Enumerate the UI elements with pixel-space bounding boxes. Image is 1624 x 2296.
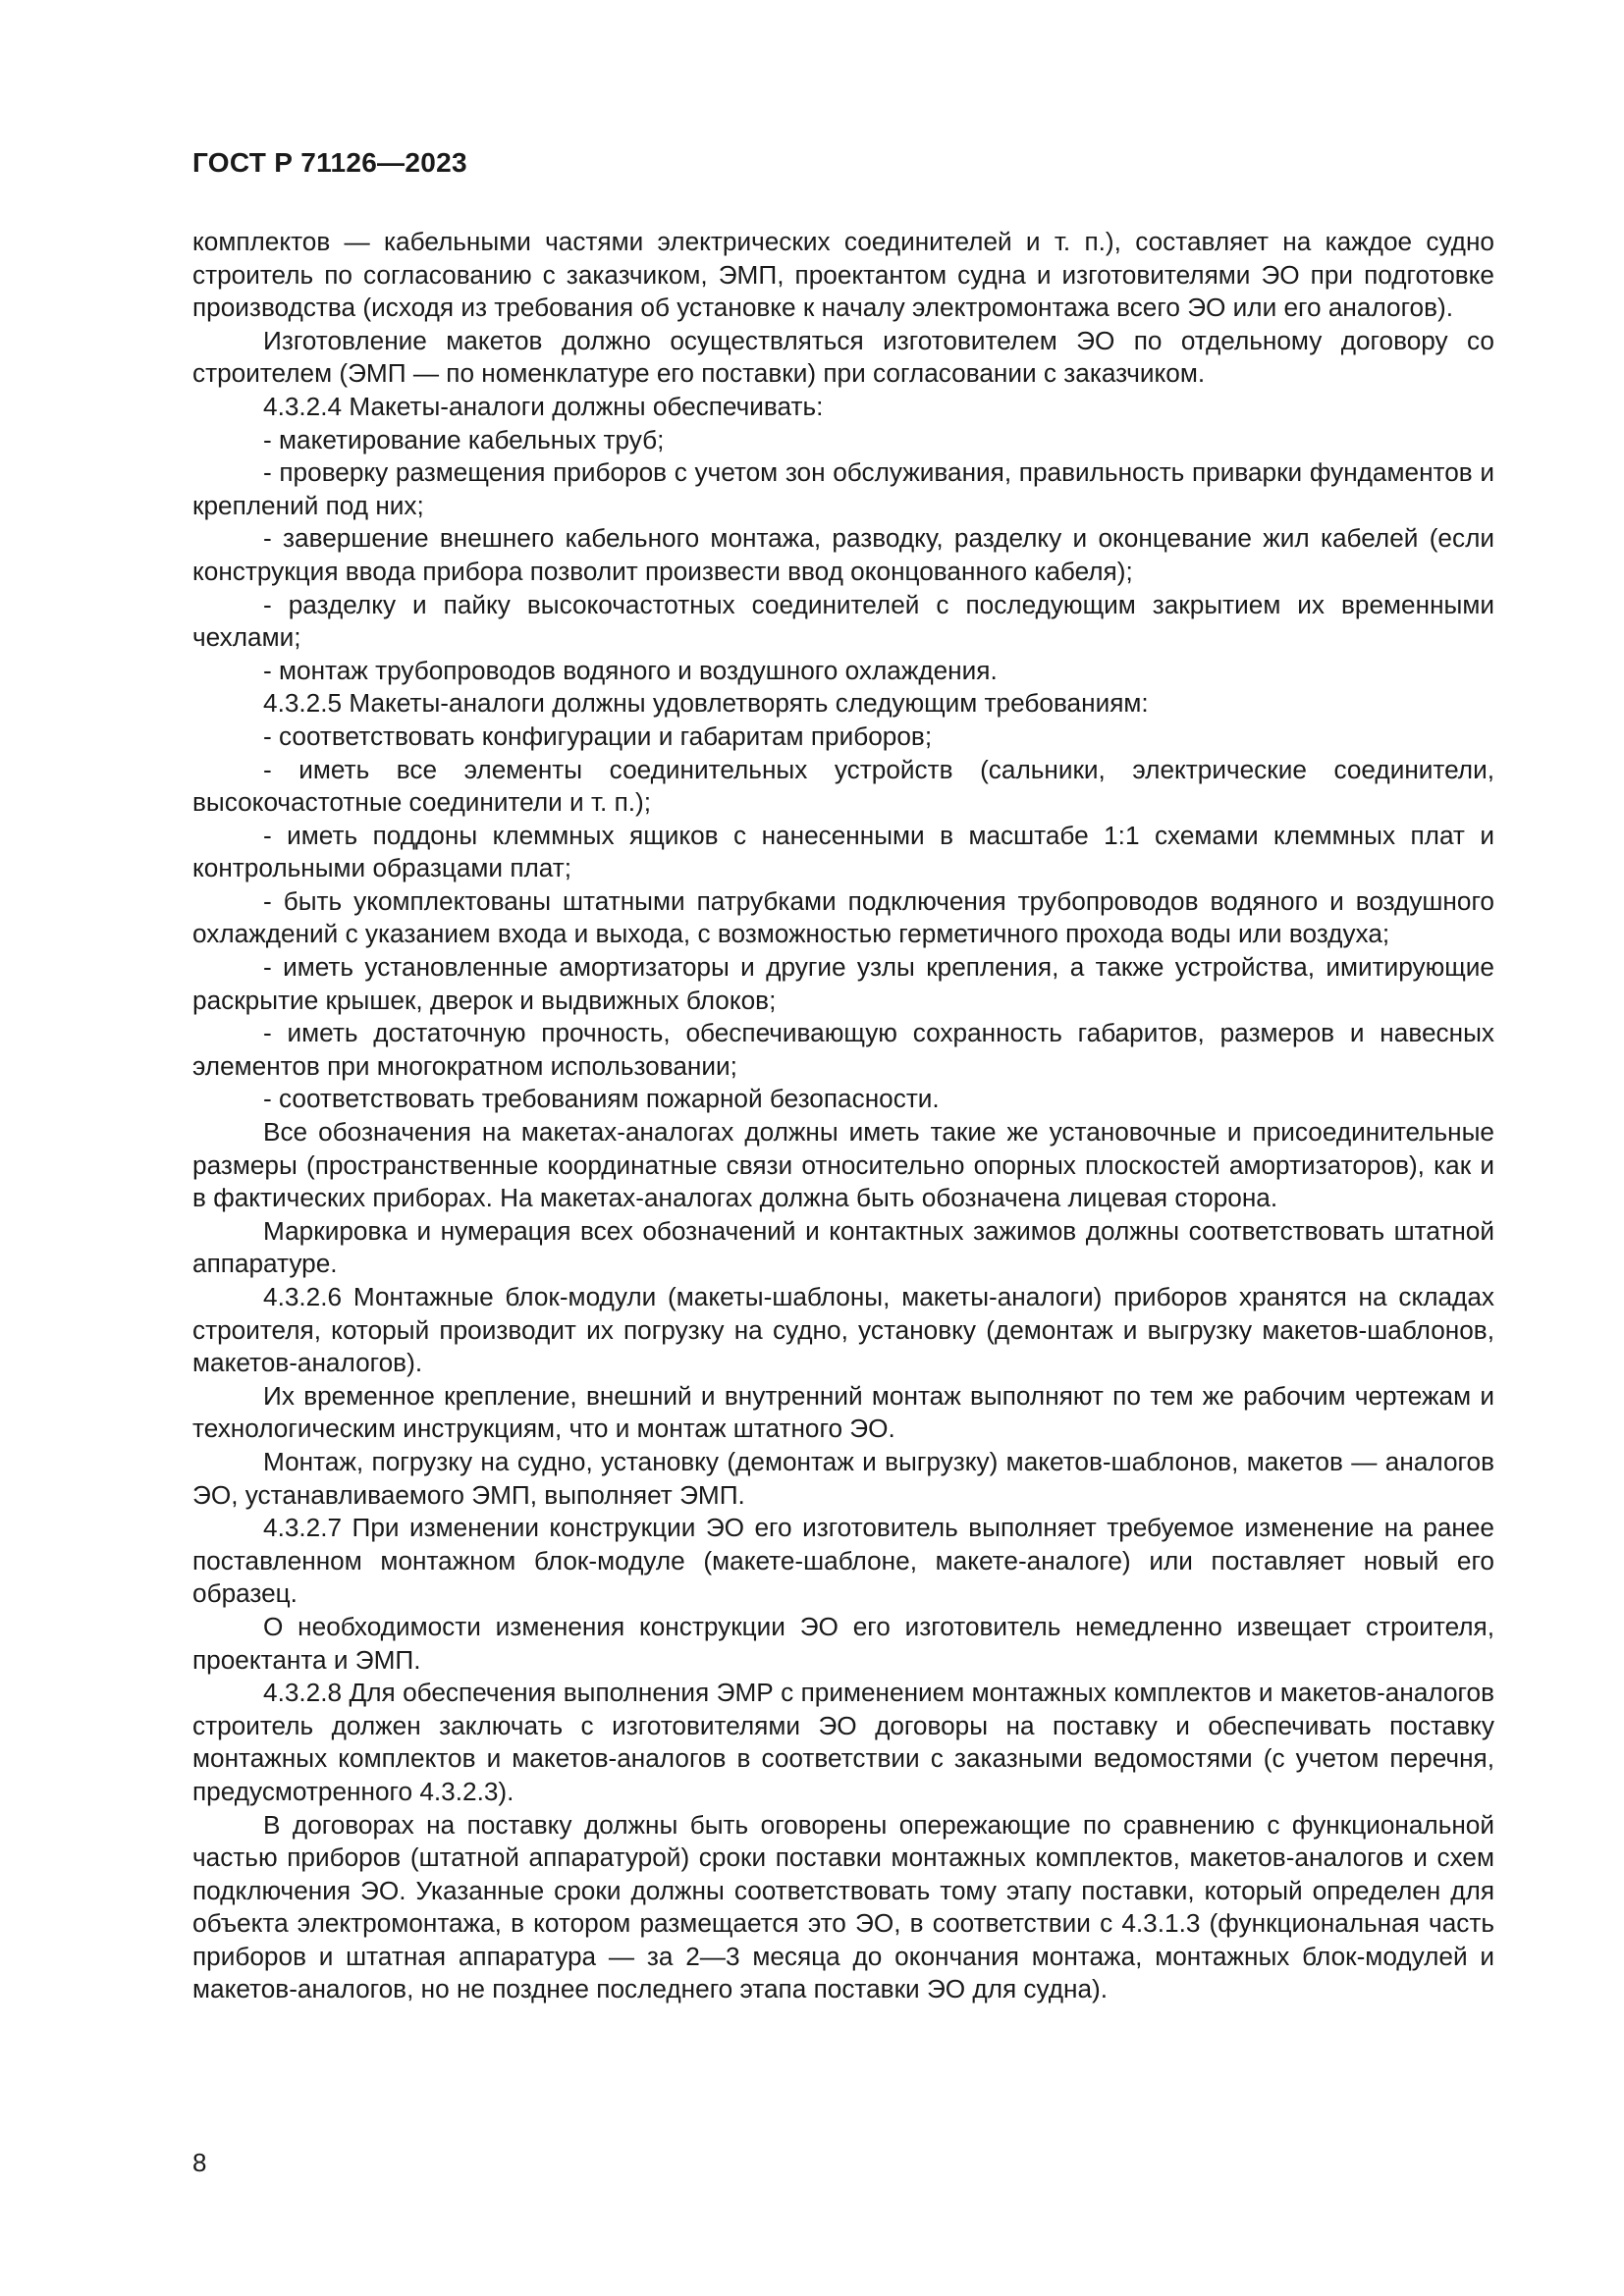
document-code-header: ГОСТ Р 71126—2023: [192, 147, 467, 178]
list-item: - иметь все элементы соединительных устройств (сальники, электрические соединители, высокочастотные соединители и т. п.);: [192, 754, 1494, 818]
paragraph: 4.3.2.7 При изменении конструкции ЭО его изготовитель выполняет требуемое изменение на ранее поставленном монтажном блок-модуле (макете-шаблоне, макете-аналоге) или поставляет новый его образец.: [192, 1513, 1494, 1609]
list-item: - иметь установленные амортизаторы и другие узлы крепления, а также устройства, имитирующие раскрытие крышек, дверок и выдвижных блоков;: [192, 952, 1494, 1015]
paragraph: 4.3.2.6 Монтажные блок-модули (макеты-шаблоны, макеты-аналоги) приборов хранятся на складах строителя, который производит их погрузку на судно, установку (демонтаж и выгрузку макетов-шаблонов, макетов-аналогов).: [192, 1282, 1494, 1378]
paragraph: В договорах на поставку должны быть оговорены опережающие по сравнению с функциональной частью приборов (штатной аппаратурой) сроки поставки монтажных комплектов, макетов-аналогов и схем подключения ЭО. Указанные сроки должны соответствовать тому этапу поставки, который определен для объекта электромонтажа, в котором размещается это ЭО, в соответствии с 4.3.1.3 (функциональная часть приборов и штатная аппаратура — за 2—3 месяца до окончания монтажа, монтажных блок-модулей и макетов-аналогов, но не позднее последнего этапа поставки ЭО для судна).: [192, 1809, 1494, 2004]
paragraph: О необходимости изменения конструкции ЭО его изготовитель немедленно извещает строителя, проектанта и ЭМП.: [192, 1611, 1494, 1675]
list-item: - макетирование кабельных труб;: [263, 424, 665, 454]
list-item: - монтаж трубопроводов водяного и воздушного охлаждения.: [263, 655, 998, 685]
paragraph: Изготовление макетов должно осуществляться изготовителем ЭО по отдельному договору со строителем (ЭМП — по номенклатуре его поставки) при согласовании с заказчиком.: [192, 325, 1494, 389]
list-item: - соответствовать требованиям пожарной безопасности.: [263, 1084, 940, 1114]
paragraph: Маркировка и нумерация всех обозначений и контактных зажимов должны соответствовать штатной аппаратуре.: [192, 1215, 1494, 1279]
list-item: - иметь достаточную прочность, обеспечивающую сохранность габаритов, размеров и навесных элементов при многократном использовании;: [192, 1018, 1494, 1081]
list-item: - быть укомплектованы штатными патрубками подключения трубопроводов водяного и воздушного охлаждений с указанием входа и выхода, с возможностью герметичного прохода воды или воздуха;: [192, 885, 1494, 949]
list-item: - соответствовать конфигурации и габаритам приборов;: [263, 721, 933, 751]
list-item: - завершение внешнего кабельного монтажа, разводку, разделку и оконцевание жил кабелей (если конструкция ввода прибора позволит произвести ввод оконцованного кабеля);: [192, 523, 1494, 586]
paragraph: 4.3.2.8 Для обеспечения выполнения ЭМР с применением монтажных комплектов и макетов-аналогов строитель должен заключать с изготовителями ЭО договоры на поставку и обеспечивать поставку монтажных комплектов и макетов-аналогов в соответствии с заказными ведомостями (с учетом перечня, предусмотренного 4.3.2.3).: [192, 1678, 1494, 1806]
page-number: 8: [192, 2148, 207, 2177]
list-item: - разделку и пайку высокочастотных соединителей с последующим закрытием их временными чехлами;: [192, 589, 1494, 653]
list-item: - иметь поддоны клеммных ящиков с нанесенными в масштабе 1:1 схемами клеммных плат и контрольными образцами плат;: [192, 820, 1494, 883]
document-body: [192, 226, 1494, 2006]
list-item: - проверку размещения приборов с учетом зон обслуживания, правильность приварки фундаментов и креплений под них;: [192, 457, 1494, 520]
paragraph: Их временное крепление, внешний и внутренний монтаж выполняют по тем же рабочим чертежам и технологическим инструкциям, что и монтаж штатного ЭО.: [192, 1380, 1494, 1444]
paragraph: 4.3.2.5 Макеты-аналоги должны удовлетворять следующим требованиям:: [263, 688, 1149, 719]
paragraph: Монтаж, погрузку на судно, установку (демонтаж и выгрузку) макетов-шаблонов, макетов — аналогов ЭО, устанавливаемого ЭМП, выполняет ЭМП.: [192, 1446, 1494, 1510]
paragraph: Все обозначения на макетах-аналогах должны иметь такие же установочные и присоединительные размеры (пространственные координатные связи относительно опорных плоскостей амортизаторов), как и в фактических приборах. На макетах-аналогах должна быть обозначена лицевая сторона.: [192, 1117, 1494, 1213]
paragraph: комплектов — кабельными частями электрических соединителей и т. п.), составляет на каждое судно строитель по согласованию с заказчиком, ЭМП, проектантом судна и изготовителями ЭО при подготовке производства (исходя из требования об установке к началу электромонтажа всего ЭО или его аналогов).: [192, 227, 1494, 323]
paragraph: 4.3.2.4 Макеты-аналоги должны обеспечивать:: [263, 391, 824, 421]
